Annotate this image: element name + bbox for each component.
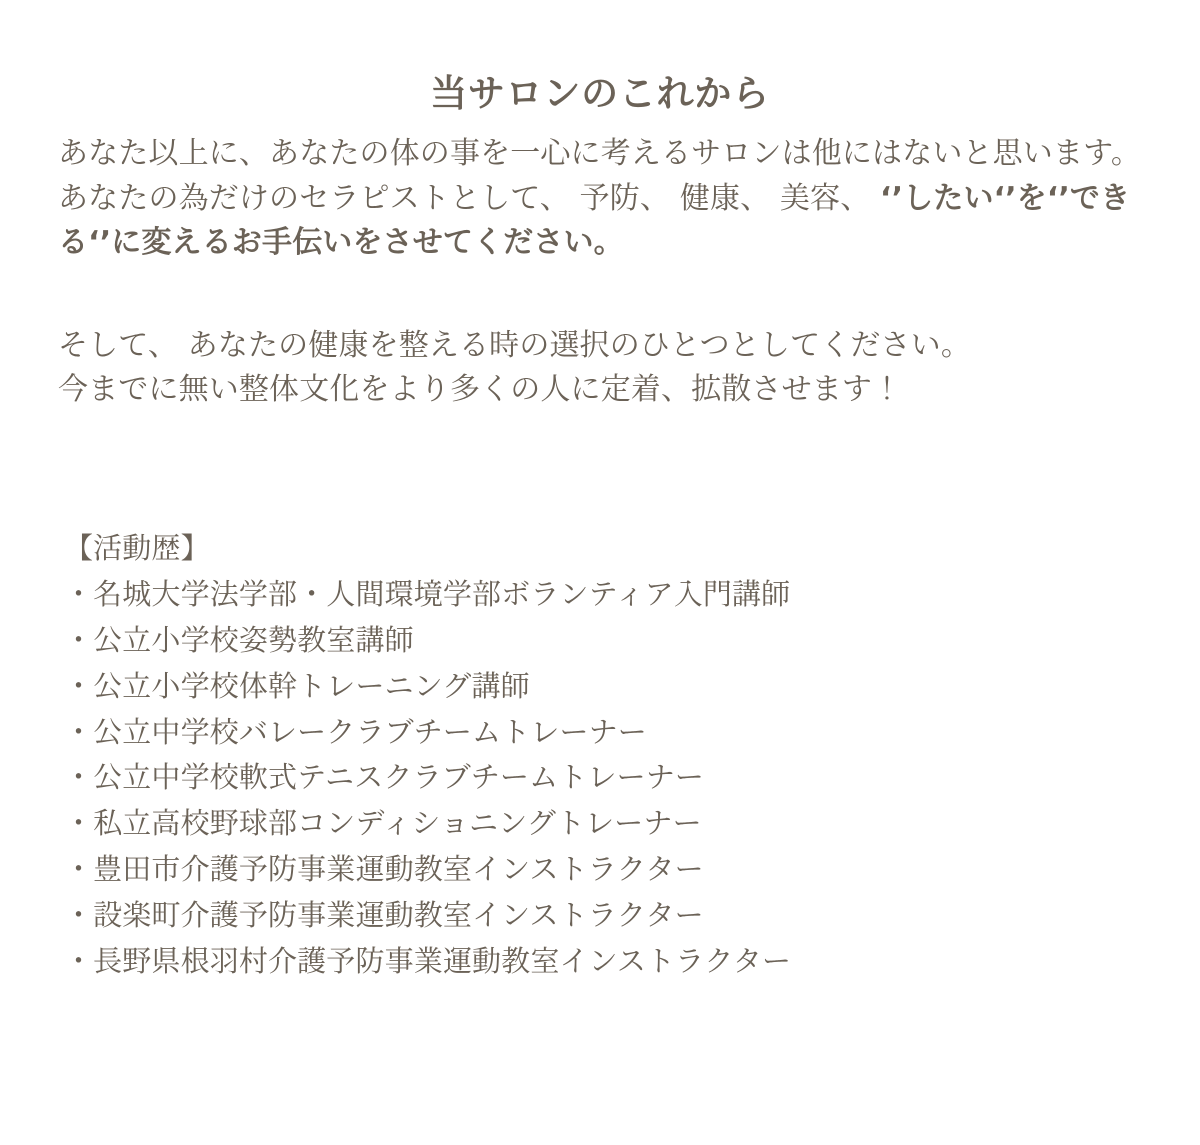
page-title: 当サロンのこれから [430, 72, 770, 115]
list-item: ・公立中学校バレークラブチームトレーナー [64, 714, 647, 749]
list-item: ・公立小学校姿勢教室講師 [64, 622, 414, 657]
list-item: ・長野県根羽村介護予防事業運動教室インストラクター [64, 943, 792, 978]
list-item: ・名城大学法学部・人間環境学部ボランティア入門講師 [64, 577, 791, 612]
list-item: ・私立高校野球部コンディショニングトレーナー [64, 806, 702, 841]
intro-line-1: あなた以上に、あなたの体の事を一心に考えるサロンは他にはないと思います。 [58, 136, 1141, 172]
activity-history-section [0, 526, 1200, 984]
intro-line-4: 今までに無い整体文化をより多くの人に定着、拡散させます！ [58, 371, 903, 407]
activity-history-title: 【活動歴】 [64, 531, 210, 566]
intro-line-2-normal: あなたの為だけのセラピストとして、 予防、 健康、 美容、 [58, 180, 881, 216]
intro-line-2-bold: ‘’したい‘’を‘’できる‘’に変えるお手伝いをさせてください。 [58, 180, 1131, 261]
intro-section [0, 116, 1200, 412]
list-item: ・設楽町介護予防事業運動教室インストラクター [64, 897, 704, 932]
list-item: ・公立小学校体幹トレーニング講師 [64, 668, 530, 703]
intro-line-2 [58, 177, 1142, 266]
list-item: ・公立中学校軟式テニスクラブチームトレーナー [64, 760, 705, 795]
list-item: ・豊田市介護予防事業運動教室インストラクター [64, 852, 704, 887]
intro-line-3: そして、 あなたの健康を整える時の選択のひとつとしてください。 [58, 327, 971, 363]
